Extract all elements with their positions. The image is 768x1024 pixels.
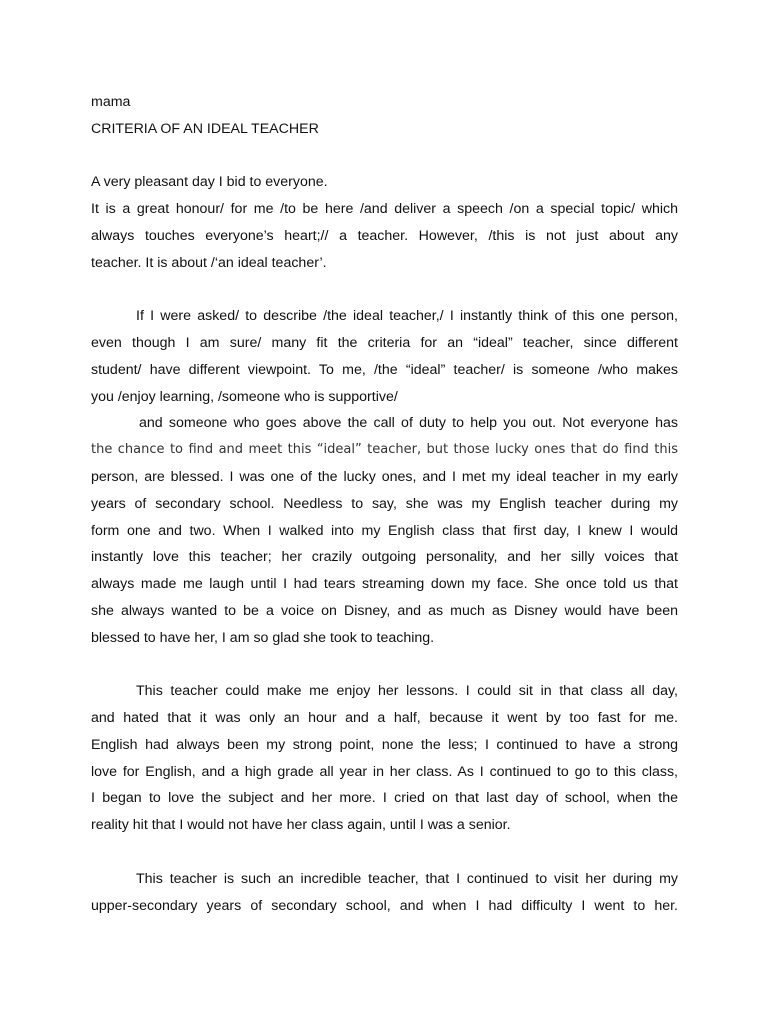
text-line: and hated that it was only an hour and a half, because it went by too fast for me. <box>91 710 678 726</box>
text-line: instantly love this teacher; her crazily outgoing personality, and her silly voices that <box>91 549 678 565</box>
text-line: form one and two. When I walked into my English class that first day, I knew I would <box>91 523 678 539</box>
text-line: This teacher is such an incredible teacher, that I continued to visit her during my <box>136 871 678 887</box>
text-line: person, are blessed. I was one of the lucky ones, and I met my ideal teacher in my early <box>91 469 678 485</box>
author-line: mama <box>91 94 131 110</box>
text-line: always touches everyone’s heart;// a teacher. However, /this is not just about any <box>91 228 678 244</box>
text-line: reality hit that I would not have her class again, until I was a senior. <box>91 817 511 833</box>
text-line: you /enjoy learning, /someone who is supportive/ <box>91 389 398 405</box>
text-line: blessed to have her, I am so glad she took to teaching. <box>91 630 435 646</box>
text-line: upper-secondary years of secondary school, and when I had difficulty I went to her. <box>91 898 678 914</box>
text-line: A very pleasant day I bid to everyone. <box>91 174 328 190</box>
text-line: This teacher could make me enjoy her lessons. I could sit in that class all day, <box>136 683 678 699</box>
text-line: the chance to find and meet this “ideal” teacher, but those lucky ones that do find this <box>91 442 678 457</box>
text-line: English had always been my strong point, none the less; I continued to have a strong <box>91 737 678 753</box>
text-line: It is a great honour/ for me /to be here /and deliver a speech /on a special topic/ which <box>91 201 678 217</box>
text-line: student/ have different viewpoint. To me, /the “ideal” teacher/ is someone /who makes <box>91 362 678 378</box>
text-line: teacher. It is about /‘an ideal teacher’. <box>91 255 327 271</box>
text-line: and someone who goes above the call of duty to help you out. Not everyone has <box>139 415 678 431</box>
text-line: she always wanted to be a voice on Disney, and as much as Disney would have been <box>91 603 678 619</box>
text-line: years of secondary school. Needless to say, she was my English teacher during my <box>91 496 678 512</box>
text-line: love for English, and a high grade all year in her class. As I continued to go to this class, <box>91 764 678 780</box>
text-line: I began to love the subject and her more. I cried on that last day of school, when the <box>91 790 678 806</box>
text-line: even though I am sure/ many fit the criteria for an “ideal” teacher, since different <box>91 335 678 351</box>
text-line: If I were asked/ to describe /the ideal teacher,/ I instantly think of this one person, <box>136 308 678 324</box>
text-line: always made me laugh until I had tears streaming down my face. She once told us that <box>91 576 678 592</box>
document-title: CRITERIA OF AN IDEAL TEACHER <box>91 121 319 137</box>
